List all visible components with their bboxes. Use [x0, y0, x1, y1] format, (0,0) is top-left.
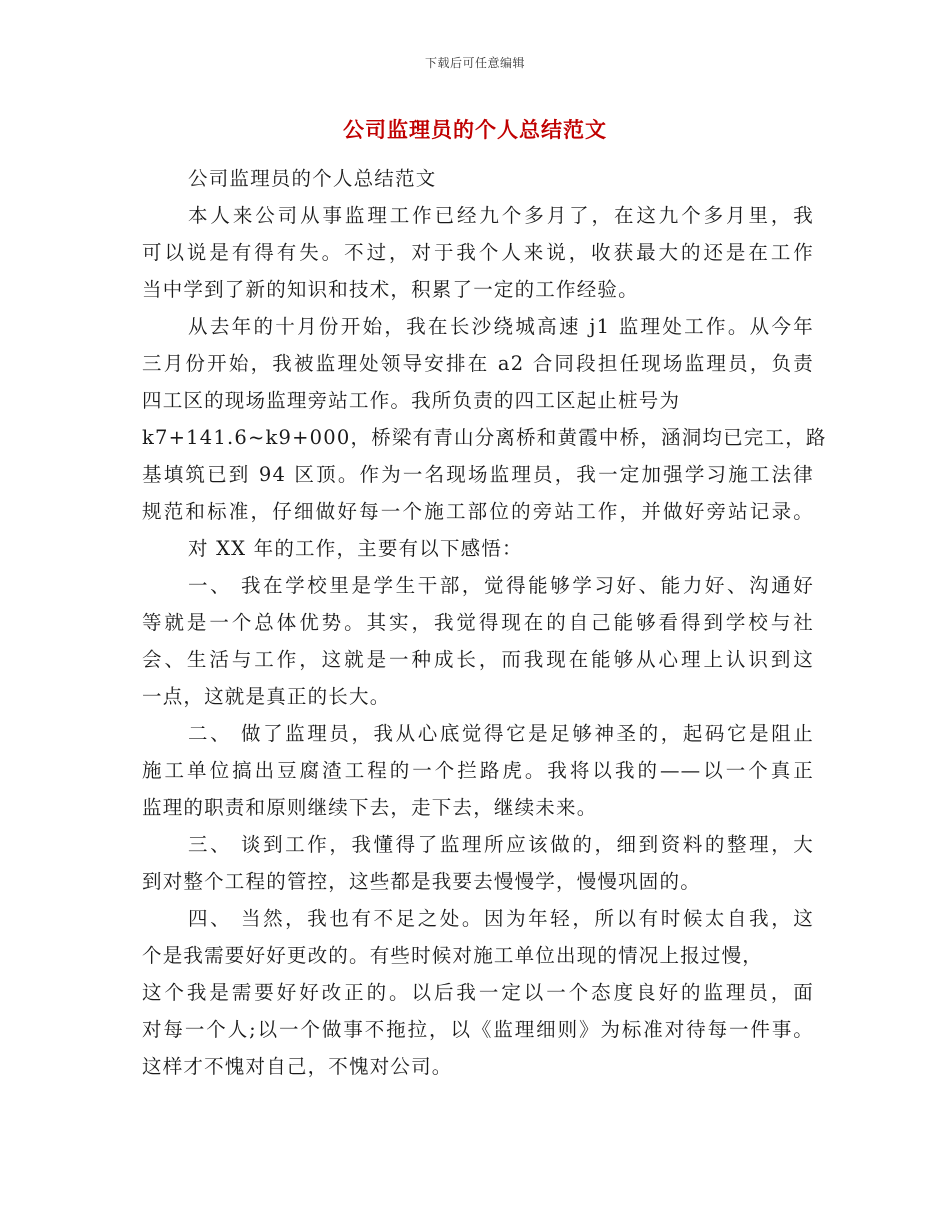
text-line: 当中学到了新的知识和技术，积累了一定的工作经验。 — [142, 278, 639, 301]
text-line: 从去年的十月份开始，我在长沙绕城高速 j1 监理处工作。从今年 — [188, 315, 814, 338]
document-title: 公司监理员的个人总结范文 — [343, 118, 607, 142]
text-line: 规范和标准，仔细做好每一个施工部位的旁站工作，并做好旁站记录。 — [142, 500, 814, 523]
text-line: 一、 我在学校里是学生干部，觉得能够学习好、能力好、沟通好 — [188, 574, 814, 597]
text-line: 会、生活与工作，这就是一种成长，而我现在能够从心理上认识到这 — [142, 648, 814, 671]
text-line: 这个我是需要好好改正的。以后我一定以一个态度良好的监理员，面 — [142, 981, 814, 1004]
text-line: 四、 当然，我也有不足之处。因为年轻，所以有时候太自我，这 — [188, 907, 814, 930]
text-line: 个是我需要好好更改的。有些时候对施工单位出现的情况上报过慢， — [142, 944, 764, 967]
text-line: 本人来公司从事监理工作已经九个多月了，在这九个多月里，我 — [188, 204, 814, 227]
text-line: 四工区的现场监理旁站工作。我所负责的四工区起止桩号为 — [142, 389, 681, 412]
text-line: 到对整个工程的管控，这些都是我要去慢慢学，慢慢巩固的。 — [142, 870, 701, 893]
document-body — [142, 160, 827, 1085]
text-line: 施工单位搞出豆腐渣工程的一个拦路虎。我将以我的——以一个真正 — [142, 759, 814, 782]
text-line: 等就是一个总体优势。其实，我觉得现在的自己能够看得到学校与社 — [142, 611, 814, 634]
text-line: 监理的职责和原则继续下去，走下去，继续未来。 — [142, 796, 598, 819]
text-line: 一点，这就是真正的长大。 — [142, 685, 391, 708]
text-line: 三、 谈到工作，我懂得了监理所应该做的，细到资料的整理，大 — [188, 833, 814, 856]
text-line: 基填筑已到 94 区顶。作为一名现场监理员，我一定加强学习施工法律 — [142, 463, 814, 486]
header-note: 下载后可任意编辑 — [424, 56, 525, 70]
text-line: k7+141.6~k9+000，桥梁有青山分离桥和黄霞中桥，涵洞均已完工，路 — [142, 426, 827, 449]
text-line: 可以说是有得有失。不过，对于我个人来说，收获最大的还是在工作 — [142, 241, 814, 264]
text-line: 二、 做了监理员，我从心底觉得它是足够神圣的，起码它是阻止 — [188, 722, 814, 745]
text-line: 对 XX 年的工作，主要有以下感悟： — [188, 537, 523, 560]
text-line: 这样才不愧对自己，不愧对公司。 — [142, 1055, 453, 1078]
text-line: 三月份开始，我被监理处领导安排在 a2 合同段担任现场监理员，负责 — [142, 352, 814, 375]
text-line: 对每一个人;以一个做事不拖拉，以《监理细则》为标准对待每一件事。 — [142, 1018, 814, 1041]
subtitle-line: 公司监理员的个人总结范文 — [188, 167, 437, 190]
